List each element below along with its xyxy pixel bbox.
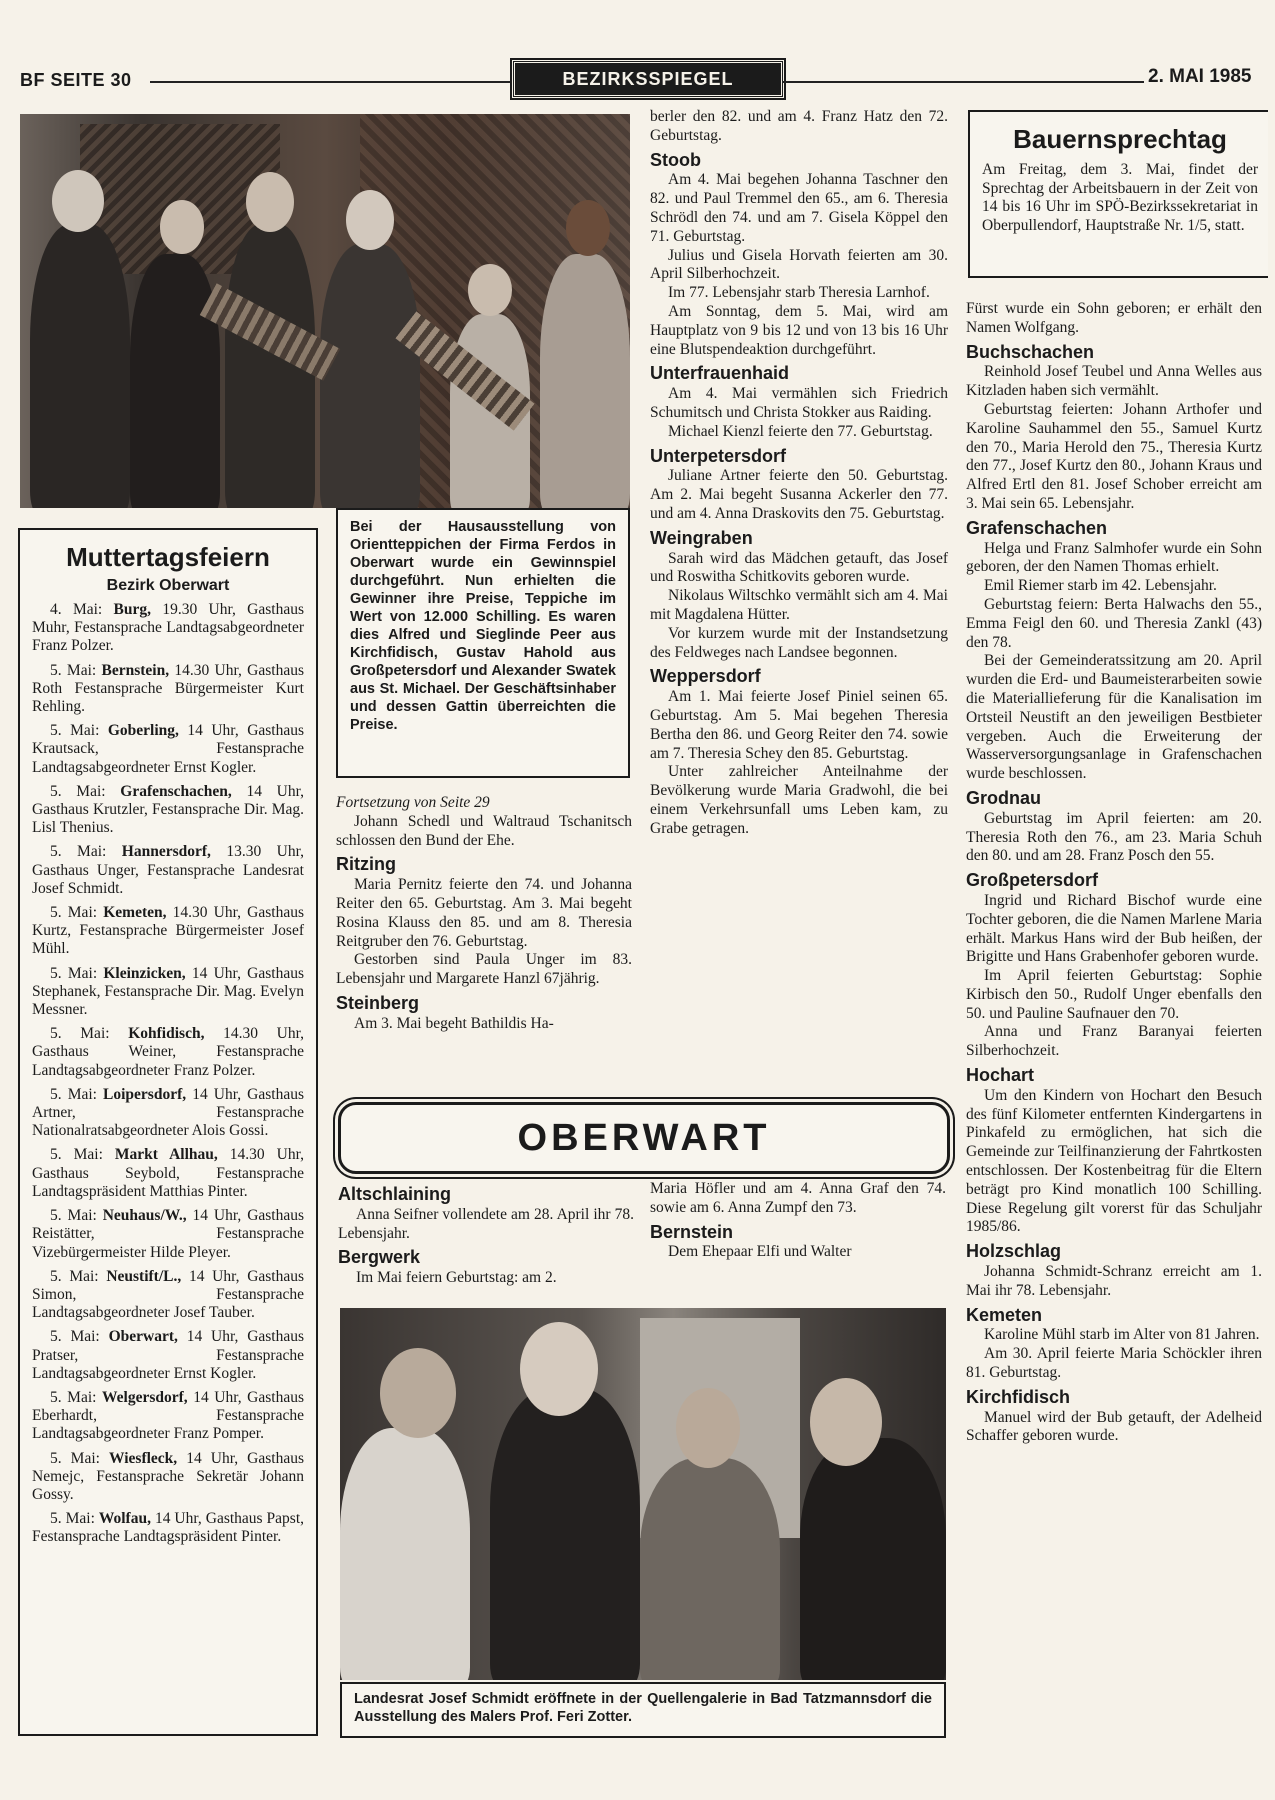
heading-bergwerk: Bergwerk	[338, 1247, 421, 1268]
event-place: Markt Allhau,	[114, 1146, 218, 1164]
bauern-box	[968, 110, 1268, 278]
heading-weingraben: Weingraben	[650, 527, 753, 548]
event-text: 14 Uhr, Gasthaus Eberhardt, Festansprache Landtagsabgeordneter Franz Pomper.	[32, 1388, 304, 1443]
heading-grosspetersdorf: Großpetersdorf	[966, 870, 1099, 891]
muttertag-event	[32, 722, 304, 777]
event-date: 5. Mai:	[50, 1328, 100, 1346]
heading-weppersdorf: Weppersdorf	[650, 666, 761, 687]
event-text: 14.30 Uhr, Gasthaus Weiner, Festansprache Landtagsabgeordneter Franz Polzer.	[32, 1025, 304, 1079]
paragraph: Unter zahlreicher Anteilnahme der Bevölkerung wurde Maria Gradwohl, die bei einem Verkehrsunfall ums Leben kam, zu Grabe getragen.	[650, 763, 948, 837]
paragraph: Michael Kienzl feierte den 77. Geburtstag.	[668, 422, 933, 440]
event-text: 14 Uhr, Gasthaus Stephanek, Festansprache Dir. Mag. Evelyn Messner.	[32, 964, 304, 1019]
paragraph: Vor kurzem wurde mit der Instandsetzung des Feldweges nach Landsee begonnen.	[650, 624, 948, 661]
event-place: Grafenschachen,	[120, 782, 232, 800]
event-place: Kleinzicken,	[103, 964, 186, 982]
paragraph: berler den 82. und am 4. Franz Hatz den 72. Geburtstag.	[650, 108, 948, 144]
event-date: 5. Mai:	[50, 1267, 99, 1285]
paragraph: Nikolaus Wiltschko vermählt sich am 4. Mai mit Magdalena Hütter.	[650, 587, 948, 623]
paragraph: Karoline Mühl starb im Alter von 81 Jahren.	[984, 1326, 1260, 1344]
event-place: Welgersdorf,	[102, 1388, 188, 1406]
paragraph: Im 77. Lebensjahr starb Theresia Larnhof.	[668, 284, 930, 302]
event-place: Kohfidisch,	[128, 1025, 205, 1043]
paragraph: Geburtstag feiern: Berta Halwachs den 55., Emma Feigl den 60. und Theresia Zankl (43) den 78.	[966, 595, 1262, 651]
event-place: Goberling,	[107, 722, 179, 740]
muttertag-title: Muttertagsfeiern	[66, 542, 270, 572]
paragraph: Johanna Schmidt-Schranz erreicht am 1. Mai ihr 78. Lebensjahr.	[966, 1263, 1262, 1299]
event-date: 5. Mai:	[50, 661, 97, 679]
continuation-note: Fortsetzung von Seite 29	[336, 794, 490, 811]
event-place: Wolfau,	[98, 1510, 151, 1528]
paragraph: Fürst wurde ein Sohn geboren; er erhält den Namen Wolfgang.	[966, 300, 1262, 336]
paragraph: Am 30. April feierte Maria Schöckler ihren 81. Geburtstag.	[966, 1345, 1262, 1382]
event-date: 5. Mai:	[50, 1510, 95, 1528]
photo-caption: Landesrat Josef Schmidt eröffnete in der Quellengalerie in Bad Tatzmannsdorf die Ausstellung des Malers Prof. Feri Zotter.	[354, 1691, 932, 1725]
event-text: 14 Uhr, Gasthaus Krutzler, Festansprache Dir. Mag. Lisl Thenius.	[32, 782, 305, 837]
oberwart-column-left	[338, 1180, 634, 1288]
muttertag-event	[32, 965, 304, 1020]
paragraph: Geburtstag feierten: Johann Arthofer und Karoline Sauhammel den 55., Samuel Kurtz den 70., Maria Herold den 75., Theresia Kurtz den 77., Josef Kurtz den 80., Johann Kraus und Alfred Ertl den 81. Josef Schober erreicht am 3. Mai sein 65. Lebensjahr.	[966, 400, 1262, 512]
event-place: Loipersdorf,	[103, 1085, 187, 1103]
header-rule-left	[150, 81, 510, 83]
heading-kemeten: Kemeten	[966, 1304, 1043, 1325]
photo-carpet-winners	[20, 114, 630, 508]
heading-holzschlag: Holzschlag	[966, 1241, 1062, 1262]
paragraph: Am 4. Mai begehen Johanna Taschner den 82. und Paul Tremmel den 65., am 6. Theresia Schrödl den 74. und am 7. Gisela Köppel den 71. Geburtstag.	[650, 171, 948, 245]
muttertag-event	[32, 1510, 304, 1546]
muttertag-event	[32, 601, 304, 656]
muttertag-event	[32, 1450, 304, 1505]
paragraph: Am 3. Mai begeht Bathildis Ha-	[354, 1014, 554, 1032]
heading-unterpetersdorf: Unterpetersdorf	[650, 445, 787, 466]
heading-altschlaining: Altschlaining	[338, 1184, 452, 1204]
paragraph: Julius und Gisela Horvath feierten am 30. April Silberhochzeit.	[650, 246, 948, 283]
heading-buchschachen: Buchschachen	[966, 341, 1095, 362]
event-date: 5. Mai:	[50, 904, 98, 922]
event-date: 5. Mai:	[50, 1449, 100, 1467]
event-text: 13.30 Uhr, Gasthaus Unger, Festansprache Landesrat Josef Schmidt.	[32, 843, 305, 897]
muttertag-box	[18, 528, 318, 1736]
event-place: Neuhaus/W.,	[102, 1207, 187, 1225]
muttertag-event	[32, 843, 304, 898]
event-text: 14 Uhr, Gasthaus Pratser, Festansprache Landtagsabgeordneter Ernst Kogler.	[32, 1328, 305, 1382]
paragraph: Gestorben sind Paula Unger im 83. Lebensjahr und Margarete Hanzl 67jährig.	[336, 951, 632, 988]
heading-ritzing: Ritzing	[336, 854, 396, 875]
event-text: 14.30 Uhr, Gasthaus Roth Festansprache Bürgermeister Kurt Rehling.	[32, 661, 305, 716]
heading-steinberg: Steinberg	[336, 992, 420, 1013]
paragraph: Bei der Gemeinderatssitzung am 20. April wurden die Erd- und Baumeisterarbeiten sowie die Materiallieferung für die Kanalisation im Ortsteil Neustift an den jeweiligen Bestbieter vergeben. Auch die Erweiterung der Wasserversorgungsanlage in Grafenschachen wurde beschlossen.	[966, 652, 1262, 783]
event-text: 14 Uhr, Gasthaus Artner, Festansprache Nationalratsabgeordneter Alois Gossi.	[32, 1085, 304, 1140]
event-place: Oberwart,	[108, 1328, 178, 1346]
event-text: 19.30 Uhr, Gasthaus Muhr, Festansprache Landtagsabgeordneter Franz Polzer.	[32, 601, 304, 655]
page-number: BF SEITE 30	[20, 70, 132, 90]
paragraph: Ingrid und Richard Bischof wurde eine Tochter geboren, die die Namen Marlene Maria erhält. Markus Hans wird der Bub heißen, der Brigitte und Hans Grabenhofer geboren wurde.	[966, 891, 1262, 966]
column-3	[650, 108, 948, 838]
paragraph: Reinhold Josef Teubel und Anna Welles aus Kitzladen haben sich vermählt.	[966, 363, 1262, 400]
paragraph: Um den Kindern von Hochart den Besuch des fünf Kilometer entfernten Kindergartens in Pinkafeld zu ermöglichen, hat sich die Gemeinde zur Teilfinanzierung der Fahrtkosten entschlossen. Der Kostenbeitrag für die Eltern beträgt pro Kind monatlich 100 Schilling. Diese Regelung gilt vorerst für das Schuljahr 1985/86.	[966, 1086, 1262, 1236]
bauern-text: Am Freitag, dem 3. Mai, findet der Sprechtag der Arbeitsbauern in der Zeit von 14 bis 16 Uhr im SPÖ-Bezirkssekretariat in Oberpullendorf, Hauptstraße Nr. 1/5, statt.	[982, 161, 1258, 234]
header-rule-right	[782, 81, 1144, 83]
event-place: Neustift/L.,	[106, 1267, 182, 1285]
issue-date: 2. MAI 1985	[1148, 66, 1252, 87]
muttertag-event	[32, 1025, 304, 1080]
paragraph: Maria Pernitz feierte den 74. und Johanna Reiter den 65. Geburtstag. Am 3. Mai begeht Rosina Klauss den 85. und am 8. Theresia Reitgruber den 76. Geburtstag.	[336, 876, 632, 950]
paragraph: Maria Höfler und am 4. Anna Graf den 74. sowie am 6. Anna Zumpf den 73.	[650, 1180, 946, 1216]
heading-hochart: Hochart	[966, 1065, 1035, 1086]
paragraph: Dem Ehepaar Elfi und Walter	[668, 1243, 852, 1261]
event-text: 14.30 Uhr, Gasthaus Kurtz, Festansprache Bürgermeister Josef Mühl.	[32, 904, 305, 958]
paragraph: Im April feierten Geburtstag: Sophie Kirbisch den 50., Rudolf Unger ebenfalls den 50. und Pauline Saufnauer den 70.	[966, 967, 1262, 1022]
paragraph: Am Sonntag, dem 5. Mai, wird am Hauptplatz von 9 bis 12 und von 13 bis 16 Uhr eine Blutspendeaktion durchgeführt.	[650, 302, 948, 358]
heading-grodnau: Grodnau	[966, 787, 1041, 808]
heading-unterfrauenhaid: Unterfrauenhaid	[650, 363, 790, 384]
paragraph: Geburtstag im April feierten: am 20. Theresia Roth den 76., am 23. Maria Schuh den 80. und am 28. Franz Posch den 55.	[966, 809, 1262, 865]
event-text: 14 Uhr, Gasthaus Papst, Festansprache Landtagspräsident Pinter.	[32, 1510, 305, 1546]
photo-caption: Bei der Hausausstellung von Orientteppichen der Firma Ferdos in Oberwart wurde ein Gewinnspiel durchgeführt. Nun erhielten die Gewinner ihre Preise, Teppiche im Wert von 12.000 Schilling. Es waren dies Alfred und Sieglinde Peer aus Kirchfidisch, Gustav Hahold aus Großpetersdorf und Alexander Swatek aus St. Michael. Der Geschäftsinhaber und dessen Gattin überreichten die Preise.	[350, 519, 616, 733]
heading-stoob: Stoob	[650, 149, 701, 170]
event-date: 5. Mai:	[50, 1146, 103, 1164]
paragraph: Juliane Artner feierte den 50. Geburtstag. Am 2. Mai begeht Susanna Ackerler den 77. und am 4. Anna Draskovits den 75. Geburtstag.	[650, 467, 948, 522]
event-place: Burg,	[113, 601, 151, 618]
event-date: 5. Mai:	[50, 1085, 97, 1103]
muttertag-event	[32, 1268, 304, 1323]
column-4	[966, 300, 1262, 1446]
bauern-title: Bauernsprechtag	[1013, 124, 1227, 154]
event-date: 5. Mai:	[50, 1025, 110, 1043]
oberwart-banner	[338, 1102, 950, 1174]
muttertag-event	[32, 1086, 304, 1141]
paragraph: Anna und Franz Baranyai feierten Silberhochzeit.	[966, 1023, 1262, 1060]
muttertag-event	[32, 662, 304, 717]
event-date: 5. Mai:	[50, 782, 106, 800]
event-date: 5. Mai:	[50, 722, 100, 740]
heading-bernstein: Bernstein	[650, 1221, 734, 1242]
oberwart-title: OBERWART	[517, 1117, 771, 1159]
paragraph: Sarah wird das Mädchen getauft, das Josef und Roswitha Schitkovits geboren wurde.	[650, 549, 948, 586]
paragraph: Im Mai feiern Geburtstag: am 2.	[356, 1269, 557, 1287]
paragraph: Anna Seifner vollendete am 28. April ihr 78. Lebensjahr.	[338, 1205, 634, 1242]
heading-grafenschachen: Grafenschachen	[966, 517, 1108, 538]
event-place: Hannersdorf,	[121, 843, 211, 861]
event-place: Wiesfleck,	[109, 1449, 178, 1467]
event-place: Kemeten,	[103, 904, 167, 922]
muttertag-event	[32, 1328, 304, 1383]
muttertag-event	[32, 1207, 304, 1262]
event-text: 14 Uhr, Gasthaus Simon, Festansprache Landtagsabgeordneter Josef Tauber.	[32, 1267, 305, 1322]
section-title: BEZIRKSSPIEGEL	[512, 60, 784, 98]
oberwart-column-right	[650, 1180, 946, 1262]
event-place: Bernstein,	[101, 661, 170, 679]
heading-kirchfidisch: Kirchfidisch	[966, 1386, 1071, 1407]
event-text: 14 Uhr, Gasthaus Reistätter, Festansprache Vizebürgermeister Hilde Pleyer.	[32, 1207, 305, 1261]
muttertag-event-list	[32, 601, 304, 1547]
muttertag-event	[32, 783, 304, 838]
event-date: 5. Mai:	[50, 964, 98, 982]
paragraph: Emil Riemer starb im 42. Lebensjahr.	[984, 577, 1217, 595]
muttertag-subtitle: Bezirk Oberwart	[106, 577, 230, 594]
event-date: 5. Mai:	[50, 843, 107, 861]
paragraph: Am 4. Mai vermählen sich Friedrich Schumitsch und Christa Stokker aus Raiding.	[650, 385, 948, 421]
event-text: 14 Uhr, Gasthaus Nemejc, Festansprache Sekretär Johann Gossy.	[32, 1449, 304, 1503]
caption-box-bottom	[340, 1682, 946, 1738]
event-text: 14 Uhr, Gasthaus Krautsack, Festansprache Landtagsabgeordneter Ernst Kogler.	[32, 722, 305, 776]
column-2	[336, 792, 632, 1034]
photo-exhibition-opening	[340, 1308, 946, 1680]
paragraph: Helga und Franz Salmhofer wurde ein Sohn geboren, der den Namen Thomas erhielt.	[966, 539, 1262, 576]
paragraph: Johann Schedl und Waltraud Tschanitsch schlossen den Bund der Ehe.	[336, 812, 632, 849]
event-text: 14.30 Uhr, Gasthaus Seybold, Festansprache Landtagspräsident Matthias Pinter.	[32, 1146, 304, 1200]
muttertag-event	[32, 1389, 304, 1444]
event-date: 4. Mai:	[50, 601, 103, 618]
paragraph: Manuel wird der Bub getauft, der Adelheid Schaffer geboren wurde.	[966, 1408, 1262, 1445]
event-date: 5. Mai:	[50, 1388, 97, 1406]
muttertag-event	[32, 904, 304, 959]
muttertag-event	[32, 1146, 304, 1201]
event-date: 5. Mai:	[50, 1207, 97, 1225]
caption-box-top	[336, 508, 630, 778]
paragraph: Am 1. Mai feierte Josef Piniel seinen 65. Geburtstag. Am 5. Mai begehen Theresia Bertha den 86. und Georg Reiter den 74. sowie am 7. Theresia Schey den 85. Geburtstag.	[650, 688, 948, 762]
